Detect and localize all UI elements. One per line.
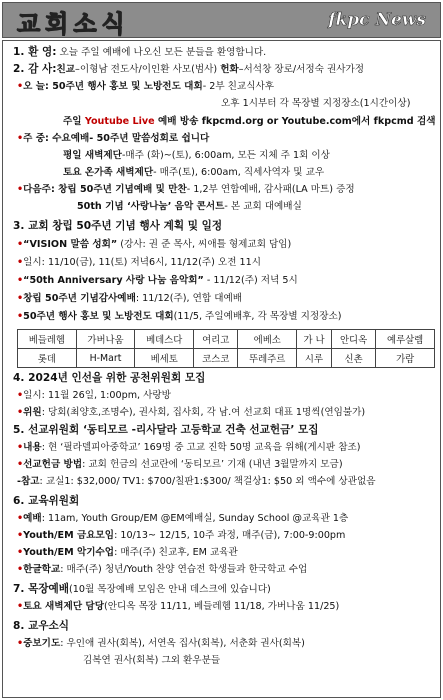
thanks-service-line: •창립 50주년 기념감사예배: 11/12(주), 연합 대예배 bbox=[17, 293, 243, 304]
weekday-line: •주 중: 수요예배- 50주년 말씀성회로 쉽니다 bbox=[17, 133, 210, 144]
mission-section-title: 5. 선교위원회 ‘동티모르 -리사달라 고등학교 건축 선교헌금’ 모집 bbox=[13, 424, 319, 436]
welcome-line: 1. 환 영: 오늘 주일 예배에 나오신 모든 분들을 환영합니다. bbox=[13, 46, 267, 58]
church-location-table bbox=[17, 329, 435, 368]
member-news-section-title: 8. 교우소식 bbox=[13, 620, 70, 632]
anniversary-section-title: 3. 교회 창립 50주년 기념 행사 계획 및 일정 bbox=[13, 220, 223, 232]
table-row bbox=[18, 349, 435, 368]
committee-section-title: 4. 2024년 인선을 위한 공천위원회 모집 bbox=[13, 372, 206, 384]
cell-worship-line: 7. 목장예배(10월 목장예배 모임은 안내 데스크에 있습니다) bbox=[13, 583, 271, 595]
table-cell: 가 나 bbox=[297, 330, 332, 349]
table-cell: 가버나움 bbox=[76, 330, 135, 349]
table-row bbox=[18, 330, 435, 349]
table-cell: 롯데 bbox=[18, 349, 77, 368]
mission-content-line: •내용: 현 ‘필라델피아중학교’ 169명 중 고교 진학 50명 교육을 위해(게시판 참조) bbox=[17, 442, 361, 453]
friday-meeting-line: •Youth/EM 금요모임: 10/13~ 12/15, 10주 과정, 매주(금), 7:00-9:00pm bbox=[17, 530, 346, 541]
table-cell: 예루살렘 bbox=[376, 330, 435, 349]
saturday-duty-line: •토요 새벽제단 담당(안디옥 목장 11/11, 베들레헴 11/18, 가버나움 11/25) bbox=[17, 601, 340, 612]
news-content bbox=[2, 40, 441, 698]
table-cell: 에베소 bbox=[238, 330, 297, 349]
table-cell: 베들레헴 bbox=[18, 330, 77, 349]
prayer-line-2: 김복연 권사(회복) 그외 환우분들 bbox=[83, 655, 221, 666]
table-cell: 여리고 bbox=[194, 330, 238, 349]
education-section-title: 6. 교육위원회 bbox=[13, 495, 80, 507]
prayer-line: •중보기도: 우인애 권사(회복), 서연옥 집사(회복), 서춘화 권사(회복) bbox=[17, 638, 305, 649]
table-cell: 안디옥 bbox=[331, 330, 375, 349]
mission-method-line: •선교헌금 방법: 교회 헌금의 선교란에 ‘동티모르’ 기재 (내년 3월말까지 모금) bbox=[17, 459, 343, 470]
table-cell: 코스코 bbox=[194, 349, 238, 368]
vision-line: •“VISION 말씀 성회” (강사: 권 준 목사, 씨애틀 형제교회 담임) bbox=[17, 239, 292, 250]
youtube-line: 주일 Youtube Live 예배 방송 fkpcmd.org or Youtube.com에서 fkpcmd 검색 bbox=[63, 116, 436, 127]
table-cell: 베세토 bbox=[135, 349, 194, 368]
education-worship-line: •예배: 11am, Youth Group/EM @EM예배실, Sunday School @교육관 1층 bbox=[17, 513, 349, 524]
committee-members-line: •위원: 당회(최양호,조명수), 권사회, 집사회, 각 남.여 선교회 대표 1명씩(연임불가) bbox=[17, 407, 366, 418]
table-cell: 신촌 bbox=[331, 349, 375, 368]
brand-logo: fkpc News bbox=[328, 10, 426, 30]
table-cell: 시루 bbox=[297, 349, 332, 368]
concert-line: 50th 기념 ‘사랑나눔’ 음악 콘서트- 본 교회 대예배실 bbox=[77, 201, 302, 212]
table-cell: H-Mart bbox=[76, 349, 135, 368]
vision-date-line: •일시: 11/10(금), 11(토) 저녁6시, 11/12(주) 오전 11시 bbox=[17, 257, 261, 268]
table-cell: 가람 bbox=[376, 349, 435, 368]
today-line: •오 늘: 50주년 행사 홍보 및 노방전도 대회- 2부 친교식사후 bbox=[17, 81, 275, 92]
table-cell: 베데스다 bbox=[135, 330, 194, 349]
dawn-prayer-line: 평일 새벽제단-매주 (화)~(토), 6:00am, 모든 지체 주 1회 이상 bbox=[63, 150, 330, 161]
evangelism-line: •50주년 행사 홍보 및 노방전도 대회(11/5, 주일예배후, 각 목장별 지정장소) bbox=[17, 311, 342, 322]
next-week-line: •다음주: 창립 50주년 기념예배 및 만찬- 1,2부 연합예배, 감사패(LA 마트) 증정 bbox=[17, 184, 355, 195]
news-header bbox=[2, 2, 441, 38]
committee-date-line: •일시: 11월 26일, 1:00pm, 사랑방 bbox=[17, 390, 171, 401]
page-title: 교회소식 bbox=[17, 9, 130, 38]
music-concert-line: •“50th Anniversary 사랑 나눔 음악회” - 11/12(주) 저녁 5시 bbox=[17, 275, 298, 286]
korean-school-line: •한글학교: 매주(주) 청년/Youth 찬양 연습전 학생들과 한국학교 수업 bbox=[17, 564, 308, 575]
mission-note-line: -참고: 교실1: $32,000/ TV1: $700/칠판1:$300/ 책걸상1: $50 외 액수에 상관없음 bbox=[17, 476, 376, 487]
today-time-line: 오후 1시부터 각 목장별 지정장소(1시간이상) bbox=[221, 98, 411, 109]
instrument-class-line: •Youth/EM 악기수업: 매주(주) 친교후, EM 교육관 bbox=[17, 547, 238, 558]
saturday-prayer-line: 토요 온가족 새벽제단- 매주(토), 6:00am, 직세사역자 및 교우 bbox=[63, 167, 325, 178]
thanks-line: 2. 감 사:친교–이형남 전도사/이인환 사모(범사) 헌화–서석창 장로/서정숙 권사가정 bbox=[13, 63, 365, 75]
table-cell: 뚜레주르 bbox=[238, 349, 297, 368]
